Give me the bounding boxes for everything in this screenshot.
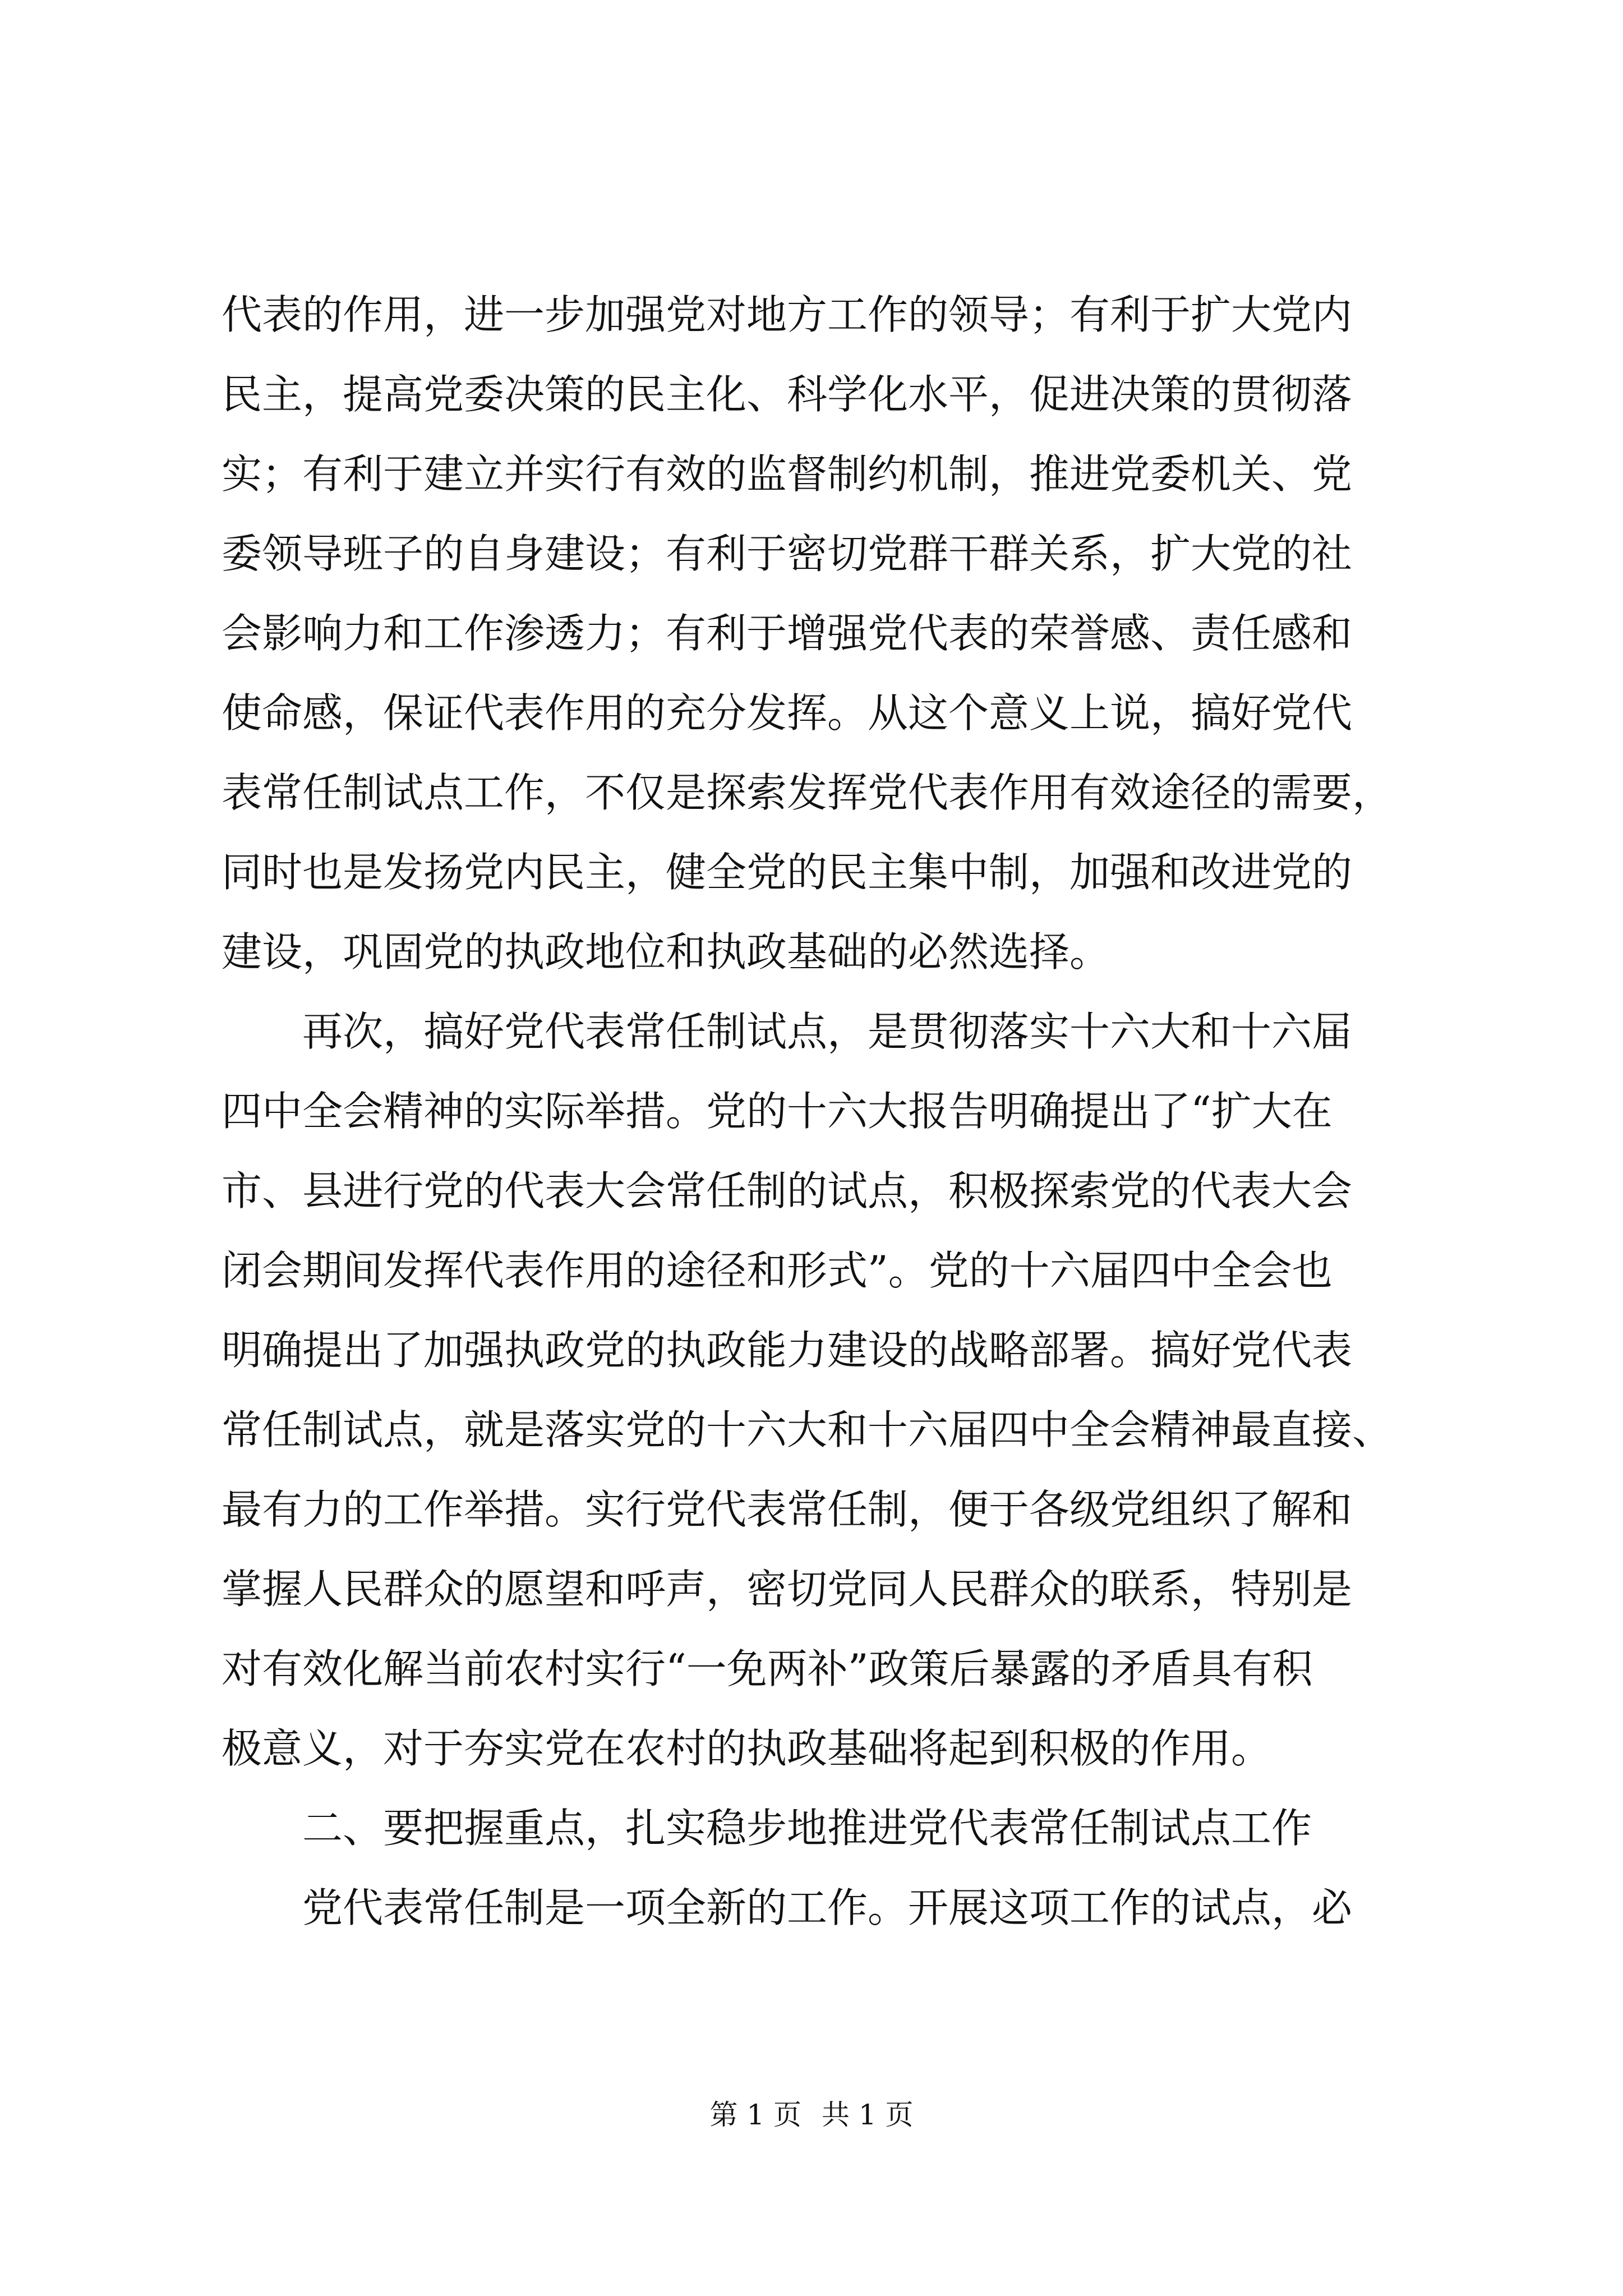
page-total: 共 1 页 [821, 2099, 914, 2131]
text-line: 民主，提高党委决策的民主化、科学化水平，促进决策的贯彻落 [222, 371, 1353, 418]
text-line: 同时也是发扬党内民主，健全党的民主集中制，加强和改进党的 [222, 849, 1353, 896]
paragraph-start-line: 再次，搞好党代表常任制试点，是贯彻落实十六大和十六届 [302, 1008, 1353, 1055]
paragraph-start-line: 党代表常任制是一项全新的工作。开展这项工作的试点，必 [302, 1884, 1353, 1931]
text-line: 对有效化解当前农村实行“一免两补”政策后暴露的矛盾具有积 [222, 1645, 1313, 1692]
text-line: 使命感，保证代表作用的充分发挥。从这个意义上说，搞好党代 [222, 689, 1353, 737]
section-heading: 二、要把握重点，扎实稳步地推进党代表常任制试点工作 [302, 1805, 1312, 1852]
text-line: 会影响力和工作渗透力；有利于增强党代表的荣誉感、责任感和 [222, 610, 1353, 657]
text-line: 四中全会精神的实际举措。党的十六大报告明确提出了“扩大在 [222, 1088, 1332, 1135]
text-line: 最有力的工作举措。实行党代表常任制，便于各级党组织了解和 [222, 1486, 1353, 1533]
text-line: 极意义，对于夯实党在农村的执政基础将起到积极的作用。 [222, 1725, 1272, 1772]
text-line: 市、县进行党的代表大会常任制的试点，积极探索党的代表大会 [222, 1167, 1353, 1214]
text-line: 明确提出了加强执政党的执政能力建设的战略部署。搞好党代表 [222, 1327, 1353, 1374]
body-text [222, 275, 1402, 1948]
text-line: 常任制试点，就是落实党的十六大和十六届四中全会精神最直接、 [222, 1406, 1393, 1453]
page-footer [0, 2098, 1623, 2132]
text-line: 代表的作用，进一步加强党对地方工作的领导；有利于扩大党内 [222, 291, 1353, 338]
text-line: 表常任制试点工作，不仅是探索发挥党代表作用有效途径的需要， [222, 769, 1393, 816]
text-line: 委领导班子的自身建设；有利于密切党群干群关系，扩大党的社 [222, 530, 1353, 577]
page-number: 第 1 页 [709, 2099, 802, 2131]
text-line: 闭会期间发挥代表作用的途径和形式”。党的十六届四中全会也 [222, 1247, 1332, 1294]
text-line: 掌握人民群众的愿望和呼声，密切党同人民群众的联系，特别是 [222, 1566, 1353, 1613]
text-line: 实；有利于建立并实行有效的监督制约机制，推进党委机关、党 [222, 450, 1353, 498]
text-line: 建设，巩固党的执政地位和执政基础的必然选择。 [222, 928, 1110, 976]
